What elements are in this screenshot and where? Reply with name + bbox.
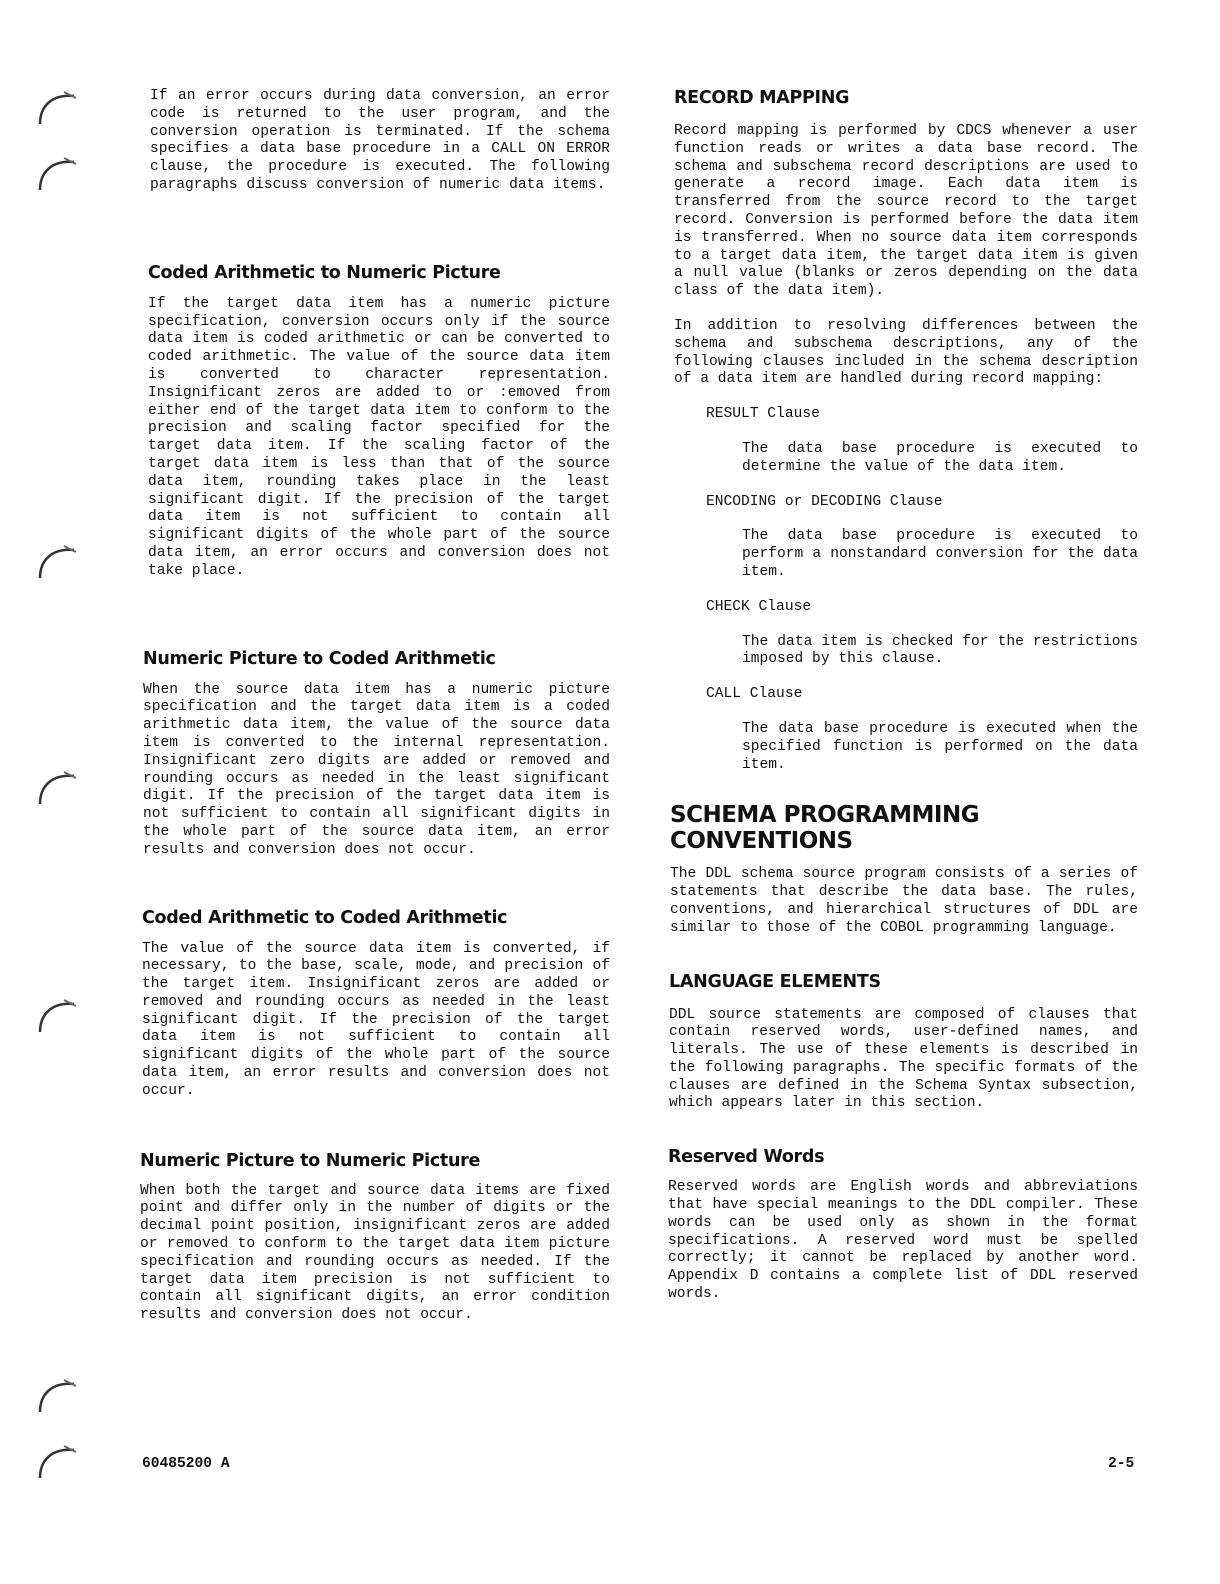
schema-heading-line: SCHEMA PROGRAMMING (670, 802, 980, 829)
section-paragraph: If the target data item has a numeric picture specification, conversion occurs only if the source data item is coded arithmetic or can be converted to coded arithmetic. The value of the source data item is converted to character representation. Insignificant zeros are added to or :emoved from either end of the target data item to conform to the precision and scaling factor specified for the target data item. If the scaling factor of the target data item is less than that of the source data item, rounding takes place in the least significant digit. If the precision of the target data item is not sufficient to contain all significant digits of the whole part of the source data item, an error occurs and conversion does not take place. (148, 295, 610, 579)
schema-heading-line: CONVENTIONS (670, 828, 853, 855)
binder-hole-mark-icon (34, 152, 78, 196)
section-paragraph: The value of the source data item is converted, if necessary, to the base, scale, mode, and precision of the target item. Insignificant zeros are added or removed and rounding occurs as needed in the least significant digit. If the precision of the target data item is not sufficient to contain all significant digits of the whole part of the source data item, an error results and conversion does not occur. (142, 940, 610, 1099)
binder-hole-mark-icon (34, 994, 78, 1038)
reserved-words-heading: Reserved Words (668, 1147, 825, 1168)
clause-description: The data base procedure is executed when the specified function is performed on the data item. (742, 720, 1138, 773)
clause-name: CALL Clause (706, 686, 803, 703)
clause-description: The data item is checked for the restrictions imposed by this clause. (742, 633, 1138, 668)
clause-name: CHECK Clause (706, 598, 812, 615)
section-heading: Coded Arithmetic to Coded Arithmetic (142, 907, 508, 928)
language-elements-paragraph: DDL source statements are composed of clauses that contain reserved words, user-defined names, and literals. The use of these elements is described in the following paragraphs. The specific formats of the clauses are defined in the Schema Syntax subsection, which appears later in this section. (669, 1006, 1138, 1112)
binder-hole-mark-icon (34, 540, 78, 584)
right-column (668, 88, 1138, 1304)
page-number: 2-5 (1108, 1456, 1135, 1472)
section-heading: Numeric Picture to Coded Arithmetic (143, 648, 496, 669)
clause-name: RESULT Clause (706, 406, 820, 423)
clause-description: The data base procedure is executed to perform a nonstandard conversion for the data item. (742, 528, 1138, 580)
clause-list (668, 406, 1138, 774)
schema-conventions-paragraph: The DDL schema source program consists of a series of statements that describe the data base. The rules, conventions, and hierarchical structures of DDL are similar to those of the COBOL programming language. (670, 866, 1138, 936)
intro-paragraph: If an error occurs during data conversion, an error code is returned to the user program, and the conversion operation is terminated. If the schema specifies a data base procedure in a CALL ON ERROR clause, the procedure is executed. The following paragraphs discuss conversion of numeric data items. (150, 88, 610, 193)
record-mapping-heading: RECORD MAPPING (674, 88, 850, 108)
section-heading: Coded Arithmetic to Numeric Picture (148, 262, 501, 283)
section-paragraph: When both the target and source data items are fixed point and differ only in the number of digits or the decimal point position, insignificant zeros are added or removed to conform to the target data item picture specification and rounding occurs as needed. If the target data item precision is not sufficient to contain all significant digits, an error condition results and conversion does not occur. (140, 1182, 610, 1324)
binder-hole-mark-icon (34, 1440, 78, 1484)
section-heading: Numeric Picture to Numeric Picture (140, 1150, 481, 1171)
binder-hole-mark-icon (34, 766, 78, 810)
reserved-words-paragraph: Reserved words are English words and abbreviations that have special meanings to the DDL compiler. These words can be used only as shown in the format specifications. A reserved word must be spelled correctly; it cannot be replaced by another word. Appendix D contains a complete list of DDL reserved words. (668, 1179, 1138, 1303)
section-paragraph: When the source data item has a numeric picture specification and the target data item is a coded arithmetic data item, the value of the source data item is converted to the internal representation. Insignificant zero digits are added or removed and rounding occurs as needed in the least significant digit. If the precision of the target data item is not sufficient to contain all significant digits in the whole part of the source data item, an error results and conversion does not occur. (143, 681, 610, 858)
left-column (140, 88, 610, 1325)
record-mapping-paragraph: Record mapping is performed by CDCS whenever a user function reads or writes a data base record. The schema and subschema record descriptions are used to generate a record image. Each data item is transferred from the source record to the target record. Conversion is performed before the data item is transferred. When no source data item corresponds to a target data item, the target data item is given a null value (blanks or zeros depending on the data class of the data item). (674, 123, 1138, 300)
binder-hole-mark-icon (34, 1374, 78, 1418)
binder-hole-mark-icon (34, 86, 78, 130)
document-number: 60485200 A (142, 1456, 230, 1472)
clause-name: ENCODING or DECODING Clause (706, 493, 943, 510)
schema-conventions-heading (670, 802, 1138, 854)
record-mapping-paragraph: In addition to resolving differences between the schema and subschema descriptions, any of the following clauses included in the schema description of a data item are handled during record mapping: (674, 317, 1138, 388)
language-elements-heading: LANGUAGE ELEMENTS (669, 971, 881, 992)
clause-description: The data base procedure is executed to determine the value of the data item. (742, 440, 1138, 475)
